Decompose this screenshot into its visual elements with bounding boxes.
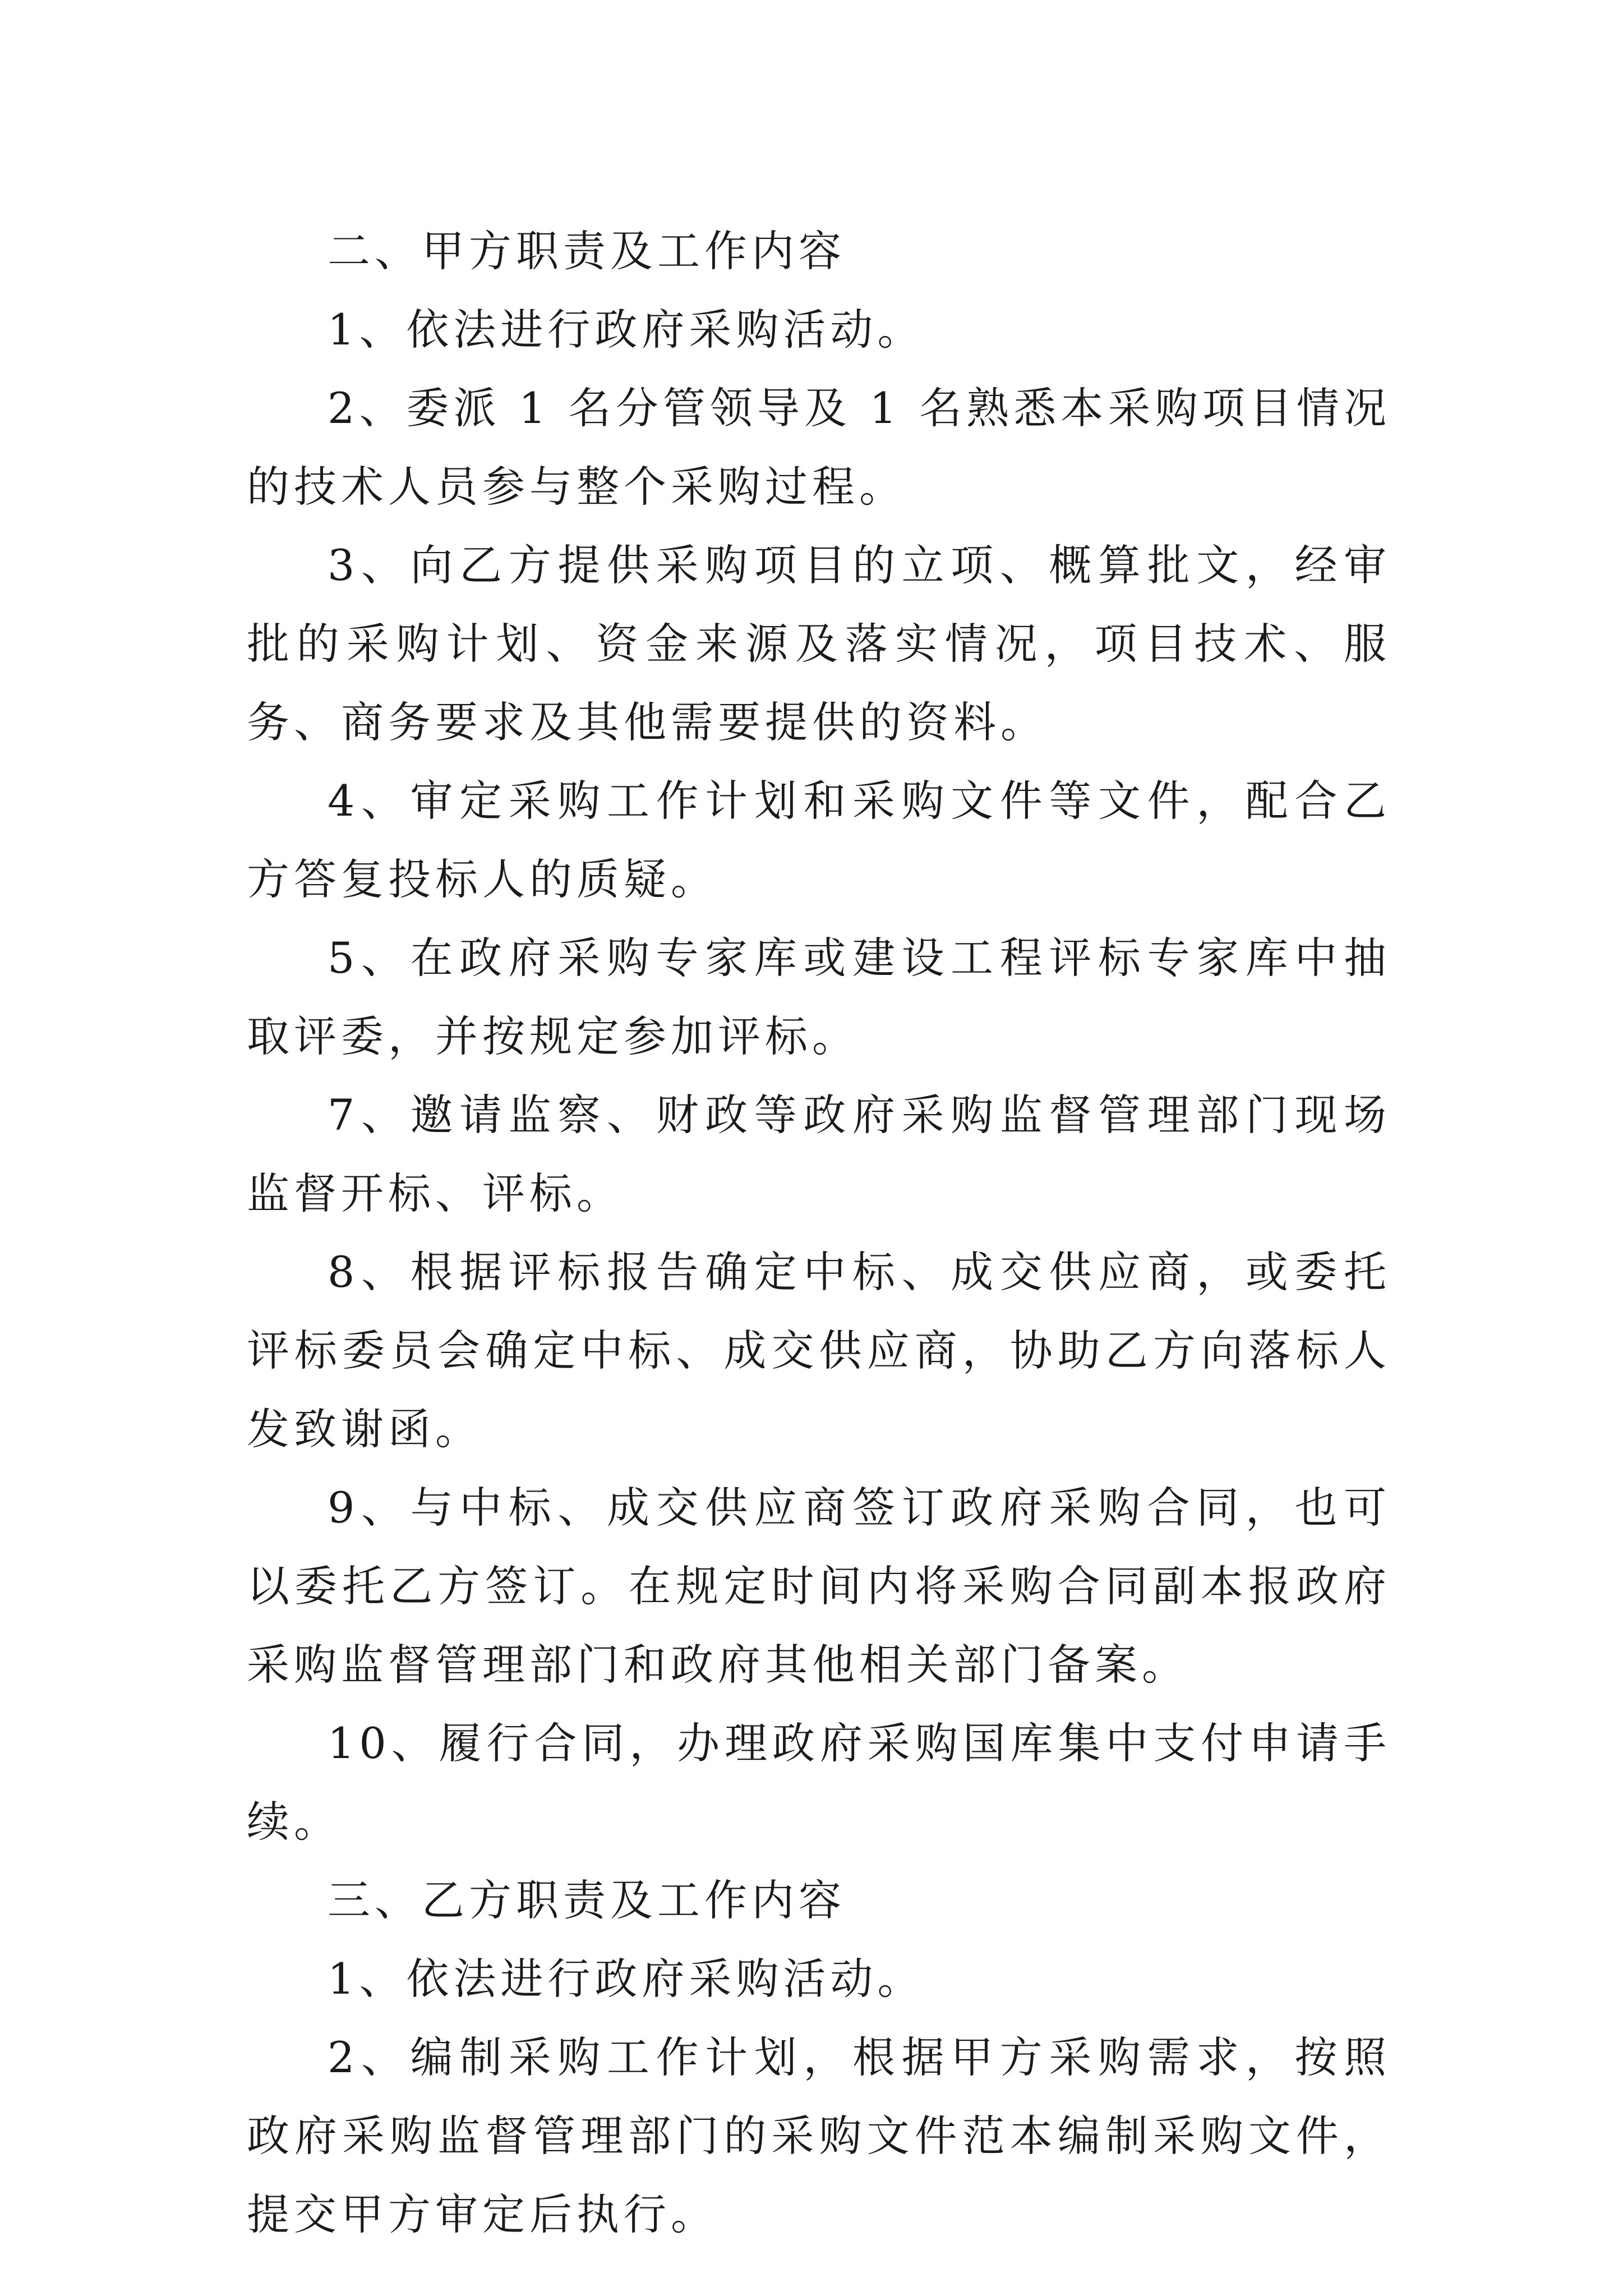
paragraph: 8、根据评标报告确定中标、成交供应商，或委托评标委员会确定中标、成交供应商，协助乙方向落标人发致谢函。: [247, 1247, 1391, 1454]
paragraph: 5、在政府采购专家库或建设工程评标专家库中抽取评委，并按规定参加评标。: [247, 933, 1391, 1061]
document-body: [247, 212, 1391, 2254]
paragraph: 7、邀请监察、财政等政府采购监督管理部门现场监督开标、评标。: [247, 1090, 1391, 1218]
paragraph: 1、依法进行政府采购活动。: [328, 1954, 925, 2004]
paragraph: 3、向乙方提供采购项目的立项、概算批文，经审批的采购计划、资金来源及落实情况，项目技术、服务、商务要求及其他需要提供的资料。: [247, 540, 1391, 747]
section-heading-party-b: 三、乙方职责及工作内容: [328, 1875, 846, 1925]
paragraph: 4、审定采购工作计划和采购文件等文件，配合乙方答复投标人的质疑。: [247, 776, 1391, 904]
section-heading-party-a: 二、甲方职责及工作内容: [328, 226, 846, 276]
paragraph: 10、履行合同，办理政府采购国库集中支付申请手续。: [247, 1718, 1391, 1847]
paragraph: 2、委派 1 名分管领导及 1 名熟悉本采购项目情况的技术人员参与整个采购过程。: [247, 383, 1391, 512]
paragraph: 2、编制采购工作计划，根据甲方采购需求，按照政府采购监督管理部门的采购文件范本编制采购文件，提交甲方审定后执行。: [247, 2032, 1391, 2239]
paragraph: 9、与中标、成交供应商签订政府采购合同，也可以委托乙方签订。在规定时间内将采购合同副本报政府采购监督管理部门和政府其他相关部门备案。: [247, 1483, 1391, 1690]
paragraph: 1、依法进行政府采购活动。: [328, 305, 925, 355]
